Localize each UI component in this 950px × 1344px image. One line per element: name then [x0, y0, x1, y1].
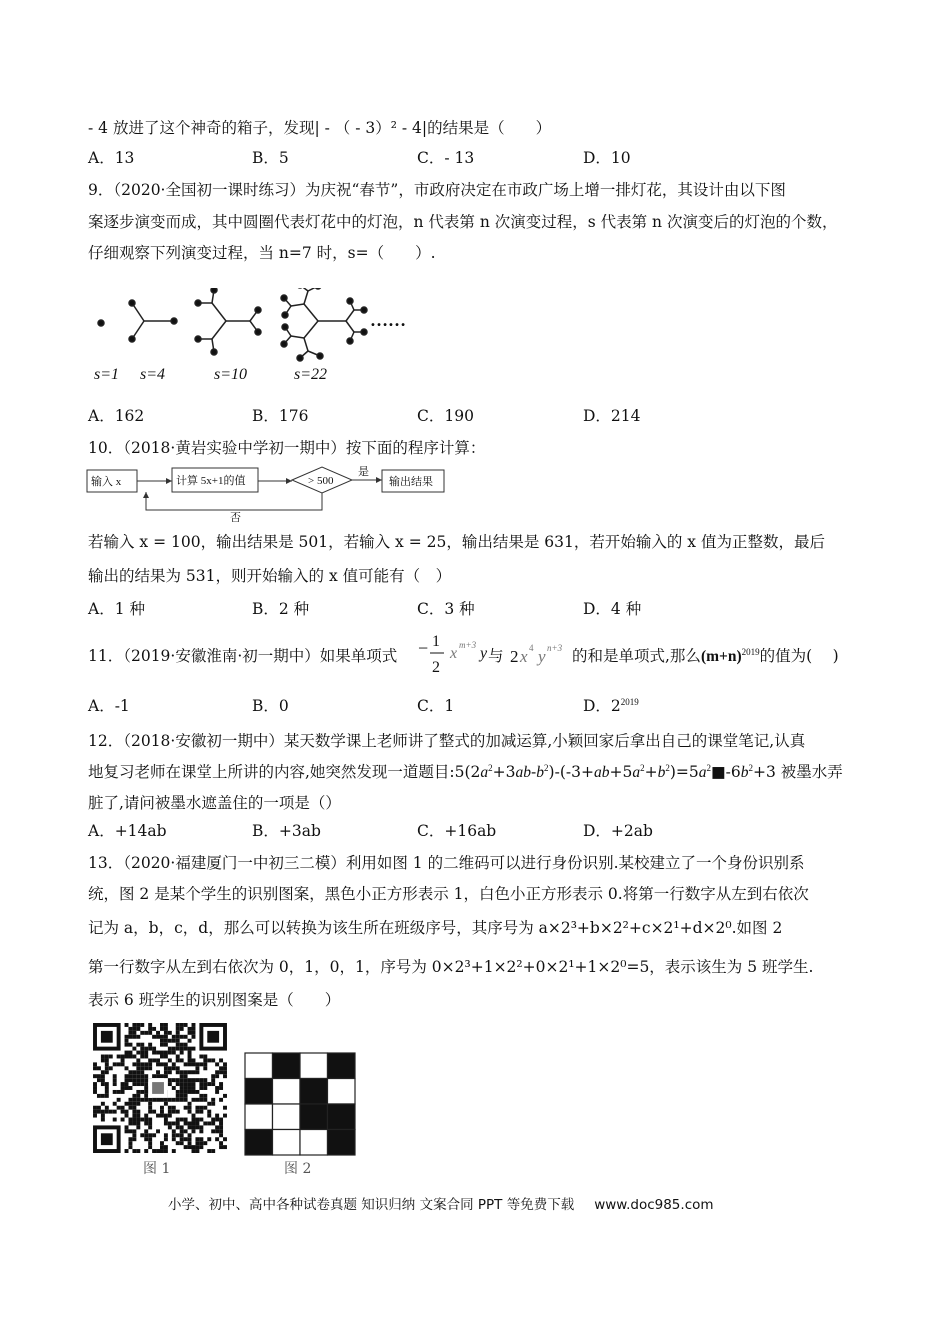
svg-text:4: 4 — [529, 643, 534, 653]
q9-label-s1: s=1 — [94, 366, 120, 383]
grid-cell — [328, 1104, 356, 1130]
q11-suffix — [572, 644, 839, 666]
q8-option-b: B．5 — [252, 149, 289, 167]
q9-line2: 案逐步演变而成，其中圆圈代表灯花中的灯泡，n 代表第 n 次演变过程，s 代表第 n 次演变后的灯泡的个数， — [88, 213, 838, 231]
grid-cell — [300, 1104, 328, 1130]
grid-cell — [328, 1053, 356, 1079]
q10-option-c: C．3 种 — [417, 600, 475, 618]
q8-option-c: C．- 13 — [417, 149, 475, 167]
q13-qr-code — [92, 1023, 228, 1153]
grid-cell — [273, 1053, 301, 1079]
q12-line3: 脏了,请问被墨水遮盖住的一项是（） — [88, 794, 341, 812]
grid-cell — [245, 1104, 273, 1130]
q9-label-s22: s=22 — [294, 366, 328, 383]
svg-text:n+3: n+3 — [547, 643, 563, 653]
svg-text:2: 2 — [510, 647, 519, 666]
q13-line5: 表示 6 班学生的识别图案是（ ） — [88, 991, 341, 1009]
svg-text:x: x — [450, 645, 458, 662]
q10-flow-cond: > 500 — [308, 475, 334, 487]
q13-line1: 13．（2020·福建厦门一中初三二模）利用如图 1 的二维码可以进行身份识别.某校建立了一个身份识别系 — [88, 854, 805, 872]
q9-option-d: D．214 — [583, 407, 641, 425]
grid-cell — [328, 1079, 356, 1105]
svg-text:−: − — [418, 638, 429, 658]
q12-line2-prefix: 地复习老师在课堂上所讲的内容,她突然发现一道题目:5(2 — [88, 763, 481, 781]
q11-middle: 与 — [488, 647, 504, 665]
footer-text: 小学、初中、高中各种试卷真题 知识归纳 文案合同 PPT 等免费下载 — [168, 1197, 575, 1213]
footer-url[interactable]: www.doc985.com — [594, 1197, 714, 1213]
svg-text:y: y — [538, 647, 546, 666]
grid-cell — [245, 1053, 273, 1079]
grid-cell — [300, 1079, 328, 1105]
q12-option-a: A．+14ab — [88, 822, 167, 840]
q10-flow-yes: 是 — [358, 466, 369, 478]
grid-cell — [273, 1104, 301, 1130]
q10-flow-output: 输出结果 — [389, 476, 433, 488]
q9-line1: 9．（2020·全国初一课时练习）为庆祝“春节”，市政府决定在市政广场上增一排灯花，其设计由以下图 — [88, 181, 786, 199]
q11-suffix-text: 的和是单项式,那么 — [572, 647, 701, 665]
q13-line3: 记为 a，b，c，d，那么可以转换为该生所在班级序号，其序号为 a×2³+b×2²+c×2¹+d×2⁰.如图 2 — [88, 919, 783, 937]
grid-cell — [300, 1053, 328, 1079]
q9-dots: …… — [370, 310, 406, 330]
q13-fig1-label: 图 1 — [143, 1161, 171, 1177]
grid-cell — [245, 1130, 273, 1156]
q10-option-b: B．2 种 — [252, 600, 310, 618]
q8-option-d: D．10 — [583, 149, 631, 167]
svg-text:x: x — [520, 647, 528, 666]
q10-flow-compute: 计算 5x+1的值 — [176, 475, 246, 487]
grid-cell — [245, 1079, 273, 1105]
q9-line3: 仔细观察下列演变过程，当 n=7 时，s=（ ）. — [88, 244, 436, 262]
q12-option-c: C．+16ab — [417, 822, 497, 840]
q12-line1: 12．（2018·安徽初一期中）某天数学课上老师讲了整式的加减运算,小颖回家后拿出自己的课堂笔记,认真 — [88, 732, 806, 750]
q9-option-a: A．162 — [88, 407, 145, 425]
q10-flow-input: 输入 x — [91, 476, 122, 488]
q11-option-d-exp: 2019 — [620, 696, 639, 707]
q13-fig2-label: 图 2 — [284, 1161, 312, 1177]
q10-line1: 10．（2018·黄岩实验中学初一期中）按下面的程序计算： — [88, 439, 486, 457]
grid-cell — [328, 1130, 356, 1156]
q11-option-a: A．-1 — [88, 697, 130, 715]
q11-prefix: 11．（2019·安徽淮南·初一期中）如果单项式 — [88, 647, 398, 665]
svg-text:y: y — [480, 645, 488, 662]
q11-option-c: C．1 — [417, 697, 455, 715]
svg-text:m+3: m+3 — [459, 640, 477, 650]
q10-option-d: D．4 种 — [583, 600, 642, 618]
q10-line2: 若输入 x = 100，输出结果是 501，若输入 x = 25，输出结果是 631，若开始输入的 x 值为正整数，最后 — [88, 533, 825, 551]
q11-tail: 的值为( ) — [759, 647, 839, 665]
q12-line2: 地复习老师在课堂上所讲的内容,她突然发现一道题目$:5(2a^2+3ab-b^2)-(-3+ab+5a^2+b^2)=5a^2■-6b^2+3$ 被墨水弄 — [88, 762, 843, 781]
page-footer — [168, 1193, 714, 1213]
q11-option-b: B．0 — [252, 697, 289, 715]
grid-cell — [273, 1079, 301, 1105]
q10-flowchart — [86, 462, 456, 522]
q12-option-d: D．+2ab — [583, 822, 653, 840]
q10-flow-no: 否 — [230, 512, 241, 522]
q9-label-s10: s=10 — [214, 366, 248, 383]
q10-option-a: A．1 种 — [88, 600, 145, 618]
q11-exp: 2019 — [741, 646, 760, 657]
q8-tail: - 4 放进了这个神奇的箱子，发现| - （ - 3）² - 4|的结果是（ ） — [88, 119, 552, 137]
grid-cell — [273, 1130, 301, 1156]
q13-grid-figure — [244, 1052, 356, 1156]
q13-line2: 统，图 2 是某个学生的识别图案，黑色小正方形表示 1，白色小正方形表示 0.将第一行数字从左到右依次 — [88, 885, 809, 903]
q11-option-d-text: D．2 — [583, 697, 621, 715]
q9-figure — [88, 288, 418, 388]
svg-text:2: 2 — [432, 659, 440, 676]
q9-option-b: B．176 — [252, 407, 309, 425]
q10-line3: 输出的结果为 531，则开始输入的 x 值可能有（ ） — [88, 567, 452, 585]
q12-option-b: B．+3ab — [252, 822, 321, 840]
q11-expr: (m+n) — [700, 648, 742, 665]
q8-option-a: A．13 — [88, 149, 135, 167]
q9-option-c: C．190 — [417, 407, 474, 425]
q9-label-s4: s=4 — [140, 366, 166, 383]
svg-text:1: 1 — [432, 633, 440, 650]
q11-monomial-2 — [508, 640, 578, 672]
grid-cell — [300, 1130, 328, 1156]
q11-option-d — [583, 694, 639, 716]
q13-line4: 第一行数字从左到右依次为 0，1，0，1，序号为 0×2³+1×2²+0×2¹+1×2⁰=5，表示该生为 5 班学生. — [88, 958, 814, 976]
